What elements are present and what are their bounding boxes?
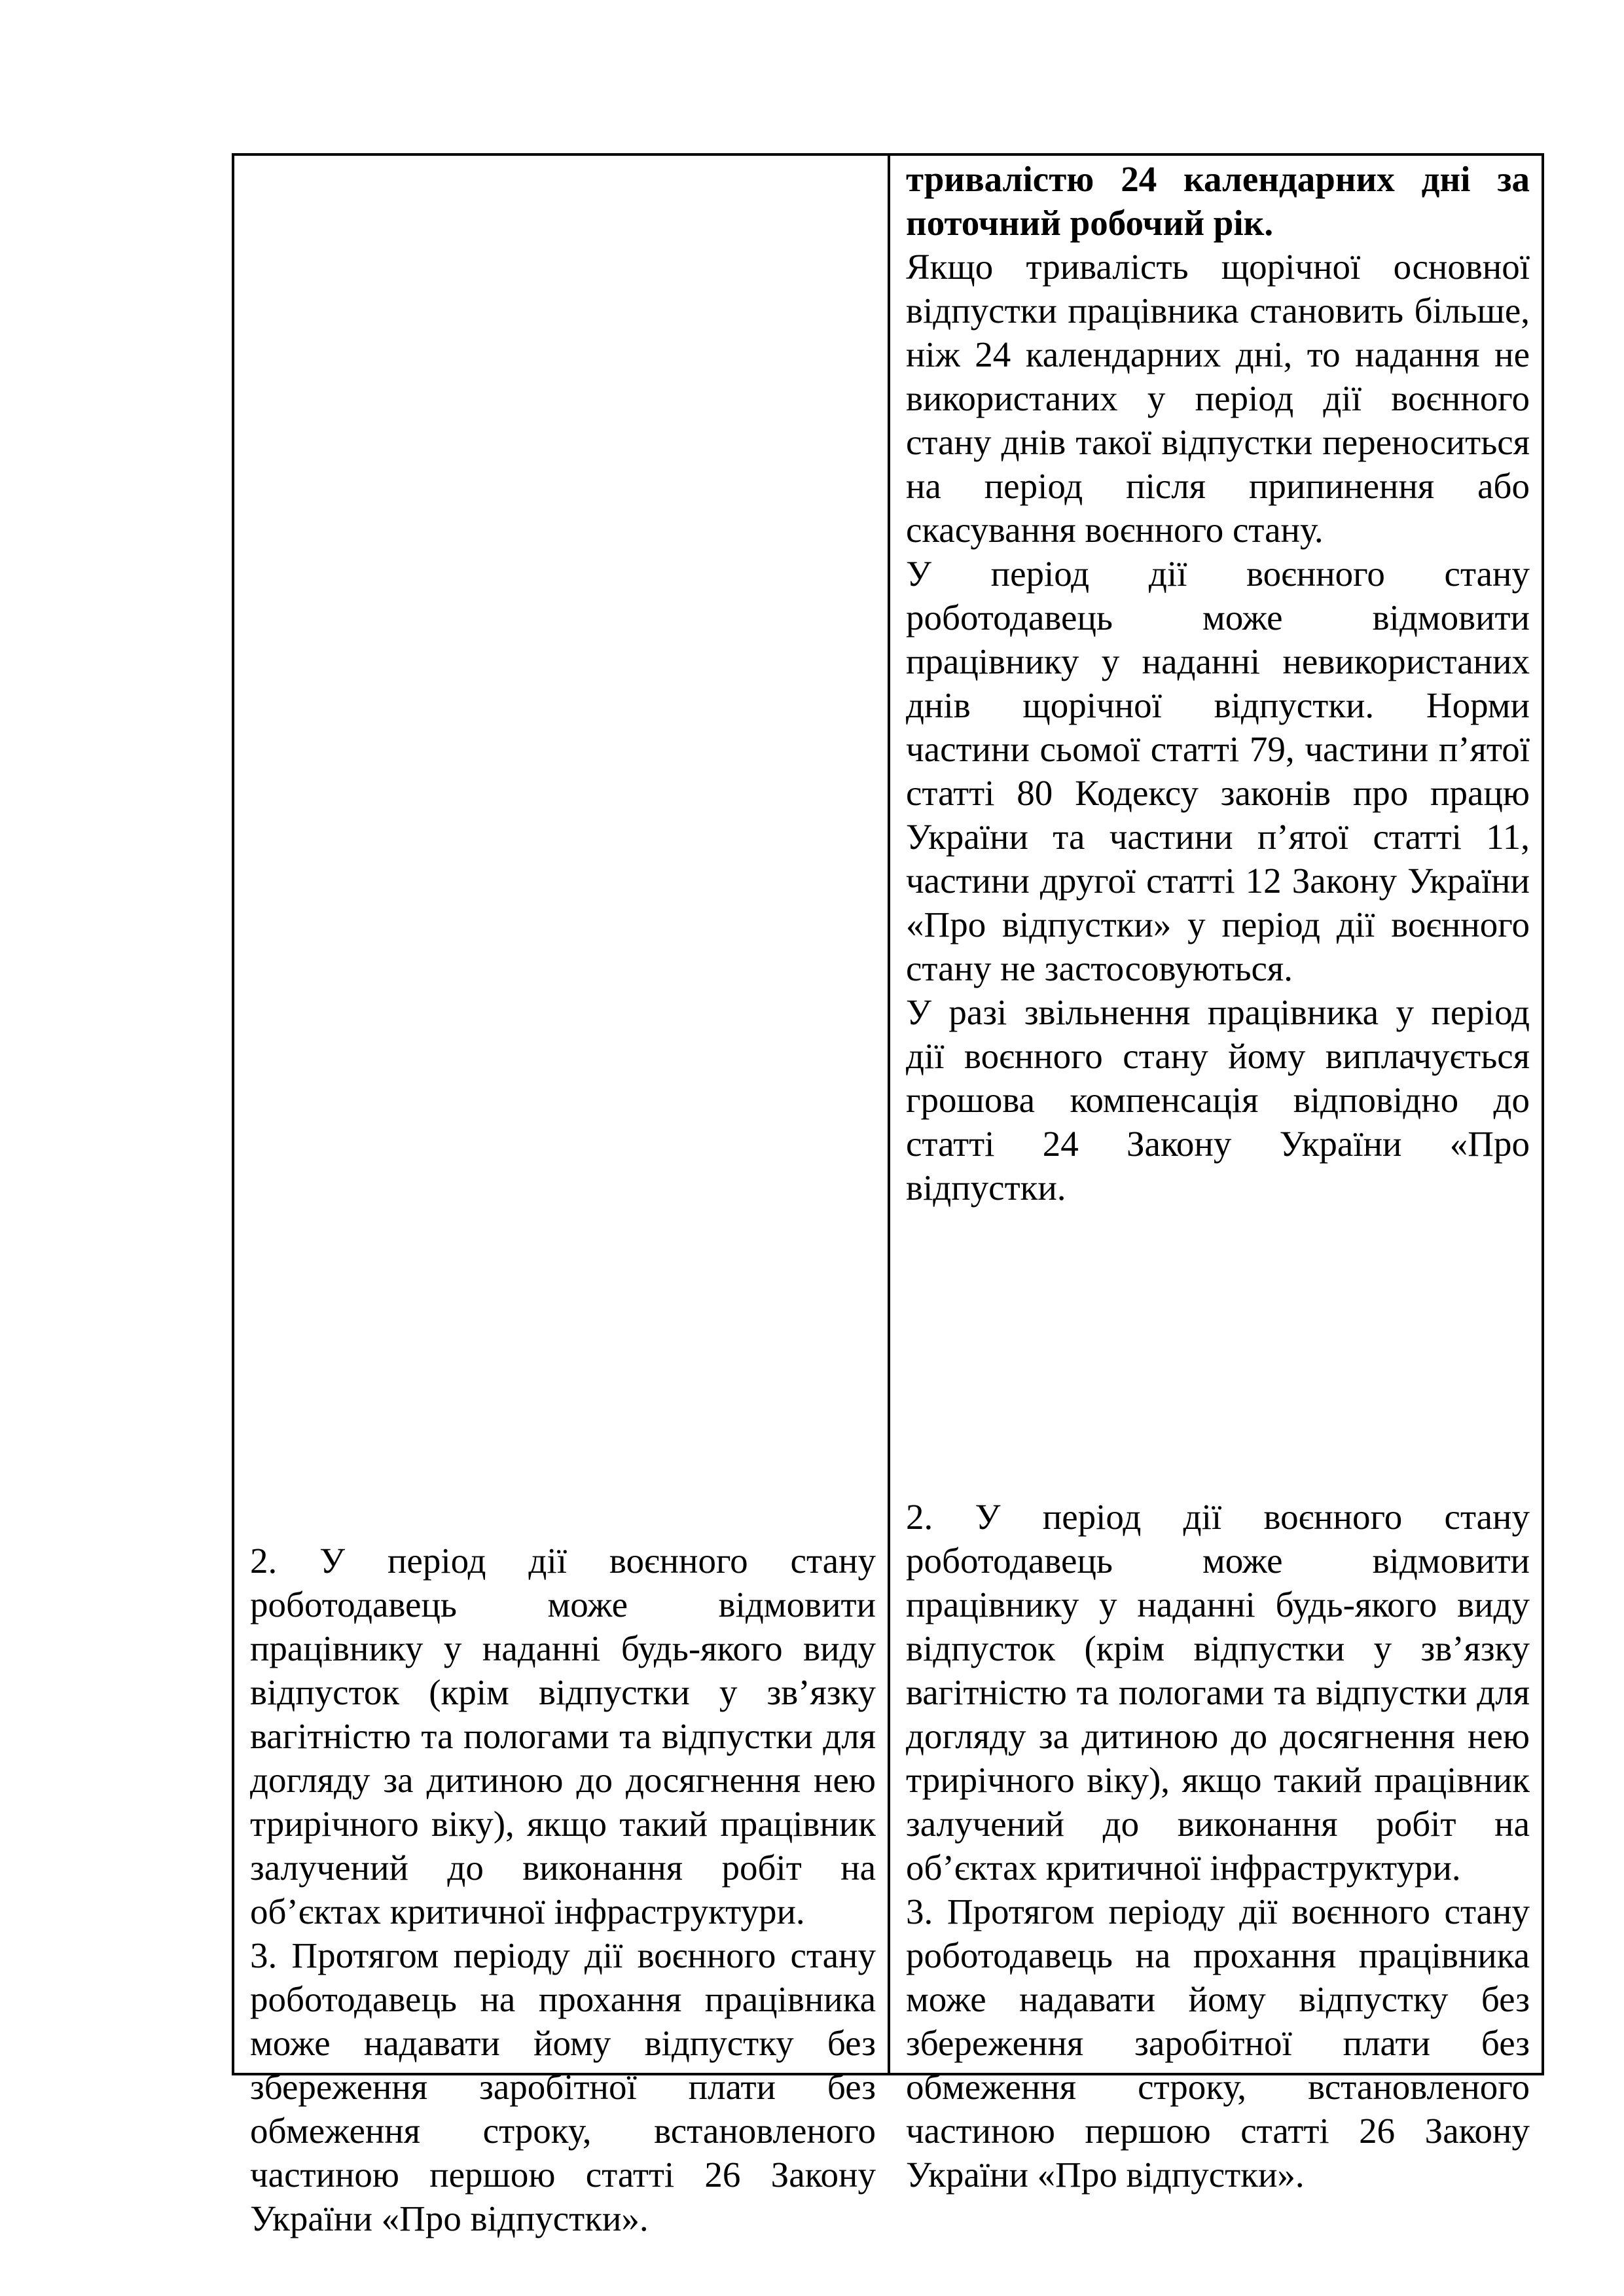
right-paragraph-compensation: У разі звільнення працівника у період дії воєнного стану йому виплачується грошова компенсація відповідно до статті 24 Закону України «Про відпустки. <box>906 992 1530 1208</box>
right-item-3: 3. Протягом періоду дії воєнного стану роботодавець на прохання працівника може надавати йому відпустку без збереження заробітної плати без обмеження строку, встановленого частиною першою статті 26 Закону України «Про відпустки». <box>906 1892 1530 2195</box>
left-item-3: 3. Протягом періоду дії воєнного стану роботодавець на прохання працівника може надавати йому відпустку без збереження заробітної плати без обмеження строку, встановленого частиною першою статті 26 Закону України «Про відпустки». <box>250 1935 876 2238</box>
right-bold-duration: тривалістю 24 календарних дні за поточний робочий рік. <box>906 159 1530 243</box>
right-column-items <box>906 1495 1530 2197</box>
right-column <box>890 156 1542 2195</box>
right-item-2: 2. У період дії воєнного стану роботодавець може відмовити працівнику у наданні будь-якого виду відпусток (крім відпустки у зв’язку вагітністю та пологами та відпустки для догляду за дитиною до досягнення нею трирічного віку), якщо такий працівник залучений до виконання робіт на об’єктах критичної інфраструктури. <box>906 1497 1530 1888</box>
left-column <box>234 156 890 2238</box>
right-column-top-text <box>906 157 1530 1210</box>
right-paragraph-refusal: У період дії воєнного стану роботодавець може відмовити працівнику у наданні невикористаних днів щорічної відпустки. Норми частини сьомої статті 79, частини п’ятої статті 80 Кодексу законів про працю України та частини п’ятої статті 11, частини другої статті 12 Закону України «Про відпустки» у період дії воєнного стану не застосовуються. <box>906 554 1530 988</box>
left-item-2: 2. У період дії воєнного стану роботодавець може відмовити працівнику у наданні будь-якого виду відпусток (крім відпустки у зв’язку вагітністю та пологами та відпустки для догляду за дитиною до досягнення нею трирічного віку), якщо такий працівник залучений до виконання робіт на об’єктах критичної інфраструктури. <box>250 1541 876 1931</box>
left-column-items <box>250 1539 876 2240</box>
comparison-table <box>232 153 1544 2238</box>
right-paragraph-transfer: Якщо тривалість щорічної основної відпустки працівника становить більше, ніж 24 календарних дні, то надання не використаних у період дії воєнного стану днів такої відпустки переноситься на період після припинення або скасування воєнного стану. <box>906 247 1530 550</box>
